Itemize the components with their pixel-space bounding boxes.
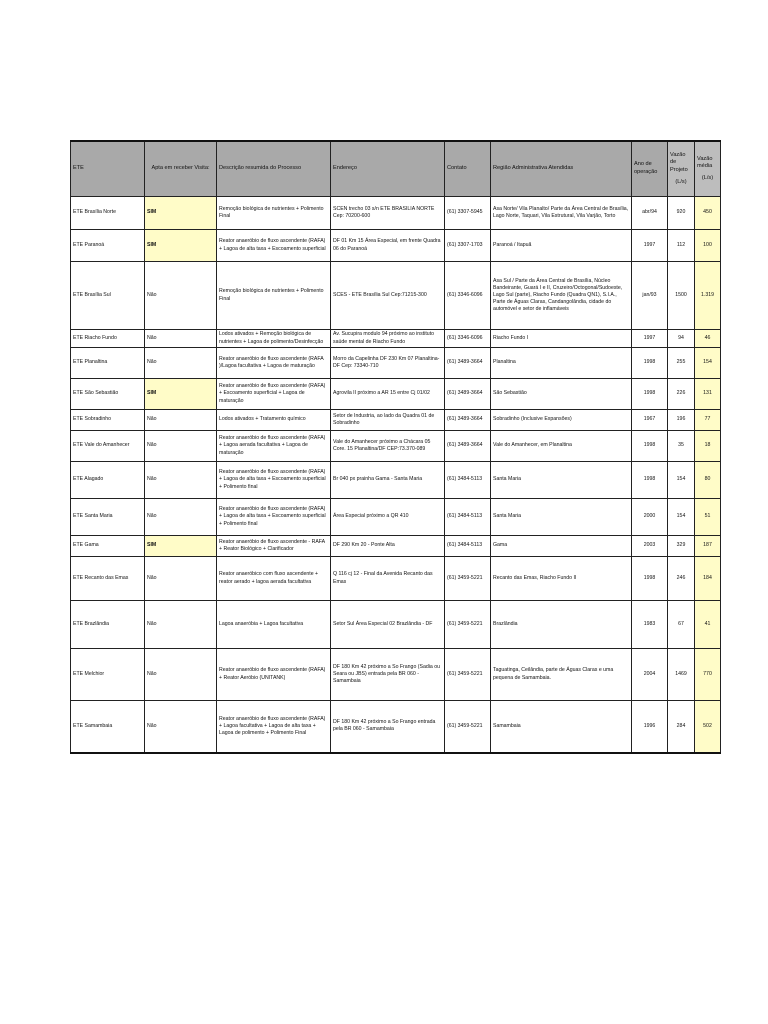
cell-ano: 1997 <box>632 330 668 348</box>
cell-apta: Não <box>145 330 217 348</box>
cell-contato: (61) 3459-5221 <box>445 601 491 649</box>
cell-ete: ETE Brasília Norte <box>71 197 145 230</box>
cell-regiao: São Sebastião <box>491 379 632 410</box>
header-regiao: Região Administrativa Atendidas <box>491 141 632 197</box>
cell-descricao: Reator anaeróbio de fluxo ascendente (RAFA) + Lagoa de alta taxa + Escoamento superficial <box>217 230 331 262</box>
cell-ete: ETE Recanto das Emas <box>71 557 145 601</box>
cell-ete: ETE Paranoá <box>71 230 145 262</box>
cell-ete: ETE São Sebastião <box>71 379 145 410</box>
cell-descricao: Reator anaeróbio de fluxo ascendente (RAFA) + Lagoa de alta taxa + Escoamento superficial + Polimento final <box>217 499 331 536</box>
cell-media: 41 <box>695 601 721 649</box>
cell-apta: Não <box>145 262 217 330</box>
table-header <box>71 141 721 197</box>
cell-regiao: Sobradinho (Inclusive Expansões) <box>491 410 632 431</box>
cell-projeto: 920 <box>668 197 695 230</box>
cell-endereco: DF 180 Km 42 próximo a So Frango entrada pela BR 060 - Samambaia <box>331 701 445 753</box>
cell-endereco: Br 040 px prainha Gama - Santa Maria <box>331 462 445 499</box>
cell-ano: 2000 <box>632 499 668 536</box>
cell-endereco: DF 290 Km 20 - Ponte Alta <box>331 536 445 557</box>
cell-media: 77 <box>695 410 721 431</box>
cell-descricao: Lagoa anaeróbia + Lagoa facultativa <box>217 601 331 649</box>
ete-table <box>70 140 721 754</box>
table-row <box>71 557 721 601</box>
table-row <box>71 462 721 499</box>
cell-ano: 1998 <box>632 557 668 601</box>
cell-ete: ETE Sobradinho <box>71 410 145 431</box>
header-vazao-projeto-unit: (L/s) <box>675 178 687 185</box>
cell-media: 131 <box>695 379 721 410</box>
cell-projeto: 94 <box>668 330 695 348</box>
cell-ete: ETE Riacho Fundo <box>71 330 145 348</box>
cell-descricao: Reator anaeróbio de fluxo ascendente (RAFA) + Reator Aeróbio (UNITANK) <box>217 649 331 701</box>
cell-regiao: Gama <box>491 536 632 557</box>
header-endereco: Endereço <box>331 141 445 197</box>
cell-descricao: Reator anaeróbio de fluxo ascendente (RAFA) + Lagoa aerada facultativa + Lagoa de maturação <box>217 431 331 462</box>
cell-apta: Não <box>145 348 217 379</box>
table-row <box>71 649 721 701</box>
cell-media: 1.319 <box>695 262 721 330</box>
cell-apta: Não <box>145 701 217 753</box>
cell-projeto: 226 <box>668 379 695 410</box>
cell-media: 184 <box>695 557 721 601</box>
cell-ano: 1996 <box>632 701 668 753</box>
cell-endereco: SCES - ETE Brasília Sul Cep:71215-300 <box>331 262 445 330</box>
cell-projeto: 1469 <box>668 649 695 701</box>
cell-media: 187 <box>695 536 721 557</box>
cell-descricao: Remoção biológica de nutrientes + Polimento Final <box>217 262 331 330</box>
cell-projeto: 284 <box>668 701 695 753</box>
header-ano: Ano de operação <box>632 141 668 197</box>
cell-contato: (61) 3459-5221 <box>445 701 491 753</box>
cell-projeto: 35 <box>668 431 695 462</box>
cell-apta: Não <box>145 557 217 601</box>
cell-projeto: 196 <box>668 410 695 431</box>
cell-endereco: DF 180 Km 42 próximo a So Frango (Sadia ou Seara ou JBS) entrada pela BR 060 - Samambaia <box>331 649 445 701</box>
cell-media: 100 <box>695 230 721 262</box>
cell-projeto: 154 <box>668 499 695 536</box>
cell-descricao: Reator anaeróbico com fluxo ascendente + reator aerado + lagoa aerada facultativa <box>217 557 331 601</box>
table-row <box>71 379 721 410</box>
cell-endereco: Setor de Industria, ao lado da Quadra 01 de Sobradinho <box>331 410 445 431</box>
header-vazao-media-unit: (L/s) <box>701 174 714 181</box>
table-row <box>71 197 721 230</box>
cell-media: 154 <box>695 348 721 379</box>
cell-ano: jan/93 <box>632 262 668 330</box>
cell-contato: (61) 3489-3664 <box>445 410 491 431</box>
table-row <box>71 262 721 330</box>
cell-apta: Não <box>145 601 217 649</box>
cell-contato: (61) 3307-5945 <box>445 197 491 230</box>
cell-apta: Não <box>145 649 217 701</box>
table-row <box>71 330 721 348</box>
cell-media: 502 <box>695 701 721 753</box>
cell-descricao: Remoção biológica de nutrientes + Polimento Final <box>217 197 331 230</box>
cell-media: 51 <box>695 499 721 536</box>
cell-projeto: 246 <box>668 557 695 601</box>
header-ete: ETE <box>71 141 145 197</box>
cell-ano: 1983 <box>632 601 668 649</box>
cell-ano: abr/94 <box>632 197 668 230</box>
cell-ete: ETE Brasília Sul <box>71 262 145 330</box>
cell-contato: (61) 3484-5113 <box>445 462 491 499</box>
cell-contato: (61) 3307-1703 <box>445 230 491 262</box>
cell-apta: Não <box>145 499 217 536</box>
cell-endereco: Vale do Amanhecer próximo a Chácara 05 Core. 15 Planaltina/DF CEP:73.370-089 <box>331 431 445 462</box>
ete-table-container <box>70 140 720 754</box>
header-row <box>71 141 721 197</box>
cell-contato: (61) 3459-5221 <box>445 557 491 601</box>
cell-ano: 1998 <box>632 379 668 410</box>
table-row <box>71 499 721 536</box>
cell-descricao: Reator anaeróbio de fluxo ascendente (RAFA )/Lagoa facultativa + Lagoa de maturação <box>217 348 331 379</box>
cell-endereco: Agrovila II próximo a AR 15 entre Cj 01/02 <box>331 379 445 410</box>
cell-ete: ETE Santa Maria <box>71 499 145 536</box>
header-vazao-media-label: Vazão média <box>697 155 713 170</box>
cell-ano: 1998 <box>632 462 668 499</box>
header-apta: Apta em receber Visita: <box>145 141 217 197</box>
cell-projeto: 255 <box>668 348 695 379</box>
header-descricao: Descrição resumida do Processo <box>217 141 331 197</box>
cell-regiao: Brazlândia <box>491 601 632 649</box>
cell-apta: SIM <box>145 197 217 230</box>
cell-ano: 2003 <box>632 536 668 557</box>
header-vazao-media <box>695 141 721 197</box>
cell-contato: (61) 3346-6096 <box>445 262 491 330</box>
cell-contato: (61) 3484-5113 <box>445 536 491 557</box>
cell-endereco: Setor Sul Área Especial 02 Brazlândia - DF <box>331 601 445 649</box>
cell-endereco: Morro da Capelinha DF 230 Km 07 Planaltina-DF Cep: 73340-710 <box>331 348 445 379</box>
cell-ete: ETE Alagado <box>71 462 145 499</box>
cell-ete: ETE Brazlândia <box>71 601 145 649</box>
cell-projeto: 112 <box>668 230 695 262</box>
cell-ano: 1998 <box>632 348 668 379</box>
table-row <box>71 601 721 649</box>
cell-regiao: Riacho Fundo I <box>491 330 632 348</box>
cell-contato: (61) 3489-3664 <box>445 348 491 379</box>
header-contato: Contato <box>445 141 491 197</box>
cell-ano: 2004 <box>632 649 668 701</box>
cell-ete: ETE Melchior <box>71 649 145 701</box>
table-row <box>71 230 721 262</box>
table-row <box>71 431 721 462</box>
cell-ete: ETE Planaltina <box>71 348 145 379</box>
cell-regiao: Samambaia <box>491 701 632 753</box>
cell-apta: Não <box>145 431 217 462</box>
cell-apta: SIM <box>145 230 217 262</box>
cell-apta: Não <box>145 410 217 431</box>
cell-endereco: SCEN trecho 03 s/n ETE BRASILIA NORTE Cep: 70200-600 <box>331 197 445 230</box>
cell-apta: Não <box>145 462 217 499</box>
cell-contato: (61) 3346-6096 <box>445 330 491 348</box>
table-row <box>71 536 721 557</box>
cell-ete: ETE Vale do Amanhecer <box>71 431 145 462</box>
cell-projeto: 154 <box>668 462 695 499</box>
header-vazao-projeto <box>668 141 695 197</box>
table-row <box>71 348 721 379</box>
header-vazao-projeto-label: Vazão de Projeto <box>670 151 688 173</box>
cell-ano: 1997 <box>632 230 668 262</box>
table-row <box>71 701 721 753</box>
cell-endereco: Área Especial próximo a QR 410 <box>331 499 445 536</box>
cell-endereco: Av. Sucupira modulo 94 próximo ao instituto saúde mental de Riacho Fundo <box>331 330 445 348</box>
cell-media: 18 <box>695 431 721 462</box>
cell-projeto: 67 <box>668 601 695 649</box>
cell-media: 770 <box>695 649 721 701</box>
cell-contato: (61) 3459-5221 <box>445 649 491 701</box>
cell-ano: 1967 <box>632 410 668 431</box>
cell-descricao: Reator anaeróbio de fluxo ascendente (RAFA) + Lagoa de alta taxa + Escoamento superficial + Polimento final <box>217 462 331 499</box>
cell-contato: (61) 3489-3664 <box>445 431 491 462</box>
cell-regiao: Planaltina <box>491 348 632 379</box>
cell-regiao: Asa Sul / Parte da Área Central de Brasília, Núcleo Bandeirante, Guará I e II, Cruzeiro/Octogonal/Sudoeste, Lago Sul (parte), Riacho Fundo (Quadra QN1), S.I.A., Parte de Águas Claras, Candangolândia, cidade do automóvel e setor de inflamáveis <box>491 262 632 330</box>
cell-media: 46 <box>695 330 721 348</box>
cell-projeto: 1500 <box>668 262 695 330</box>
cell-apta: SIM <box>145 379 217 410</box>
cell-contato: (61) 3489-3664 <box>445 379 491 410</box>
cell-regiao: Vale do Amanhecer, em Planaltina <box>491 431 632 462</box>
cell-regiao: Santa Maria <box>491 462 632 499</box>
cell-regiao: Santa Maria <box>491 499 632 536</box>
cell-descricao: Lodos ativados + Tratamento químico <box>217 410 331 431</box>
table-row <box>71 410 721 431</box>
cell-descricao: Reator anaeróbio de fluxo ascendente - RAFA + Reator Biológico + Clarificador <box>217 536 331 557</box>
cell-ete: ETE Samambaia <box>71 701 145 753</box>
cell-contato: (61) 3484-5113 <box>445 499 491 536</box>
cell-media: 450 <box>695 197 721 230</box>
cell-descricao: Lodos ativados + Remoção biológica de nutrientes + Lagoa de polimento/Desinfecção <box>217 330 331 348</box>
cell-endereco: DF 01 Km 15 Área Especial, em frente Quadra 06 do Paranoá <box>331 230 445 262</box>
cell-regiao: Asa Norte/ Vila Planalto/ Parte da Área Central de Brasília, Lago Norte, Taquari, Vila Estrutural, Vila Varjão, Torto <box>491 197 632 230</box>
cell-regiao: Recanto das Emas, Riacho Fundo II <box>491 557 632 601</box>
cell-media: 80 <box>695 462 721 499</box>
cell-descricao: Reator anaeróbio de fluxo ascendente (RAFA) + Lagoa facultativa + Lagoa de alta taxa + Lagoa de polimento + Polimento Final <box>217 701 331 753</box>
cell-ano: 1998 <box>632 431 668 462</box>
cell-endereco: Q 116 cj 12 - Final da Avenida Recanto das Emas <box>331 557 445 601</box>
cell-apta: SIM <box>145 536 217 557</box>
cell-regiao: Taguatinga, Ceilândia, parte de Águas Claras e uma pequena de Samambaia. <box>491 649 632 701</box>
cell-regiao: Paranoá / Itapuã <box>491 230 632 262</box>
cell-descricao: Reator anaeróbio de fluxo ascendente (RAFA) + Escoamento superficial + Lagoa de maturação <box>217 379 331 410</box>
cell-ete: ETE Gama <box>71 536 145 557</box>
table-body <box>71 197 721 753</box>
cell-projeto: 329 <box>668 536 695 557</box>
